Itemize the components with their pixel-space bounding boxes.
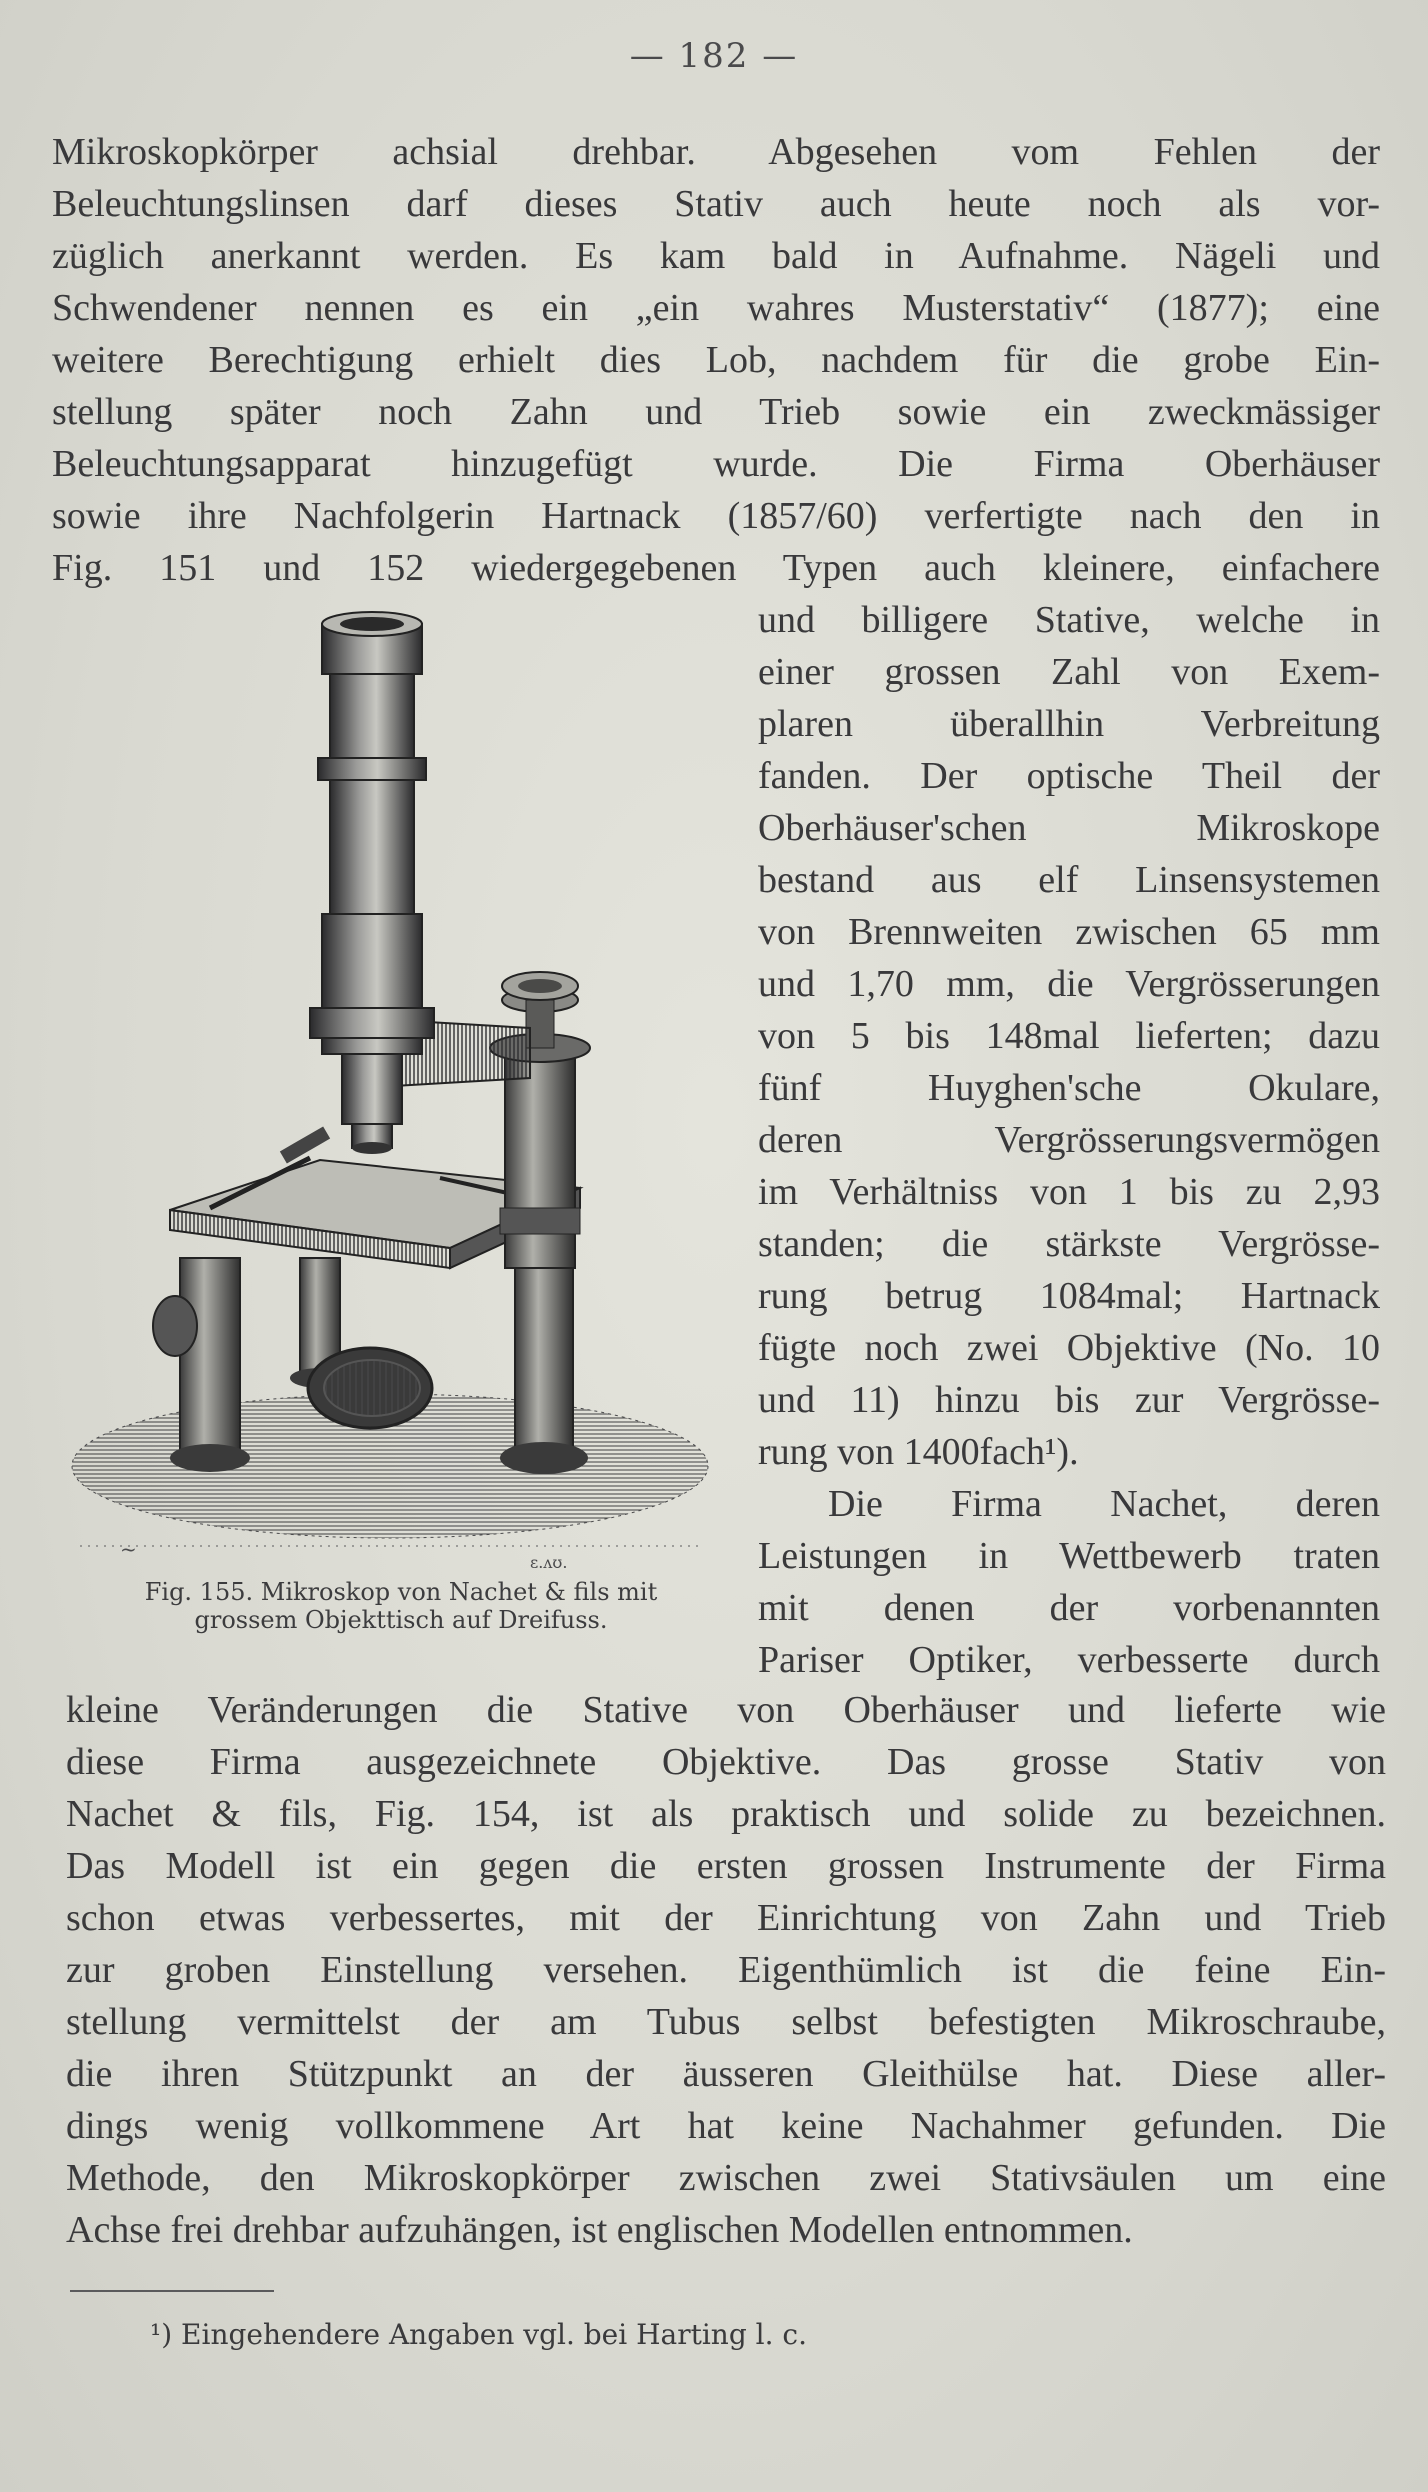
text-line: deren Vergrösserungsvermögen bbox=[758, 1119, 1380, 1161]
text-line: fünf Huyghen'sche Okulare, bbox=[758, 1067, 1380, 1109]
text-line: Leistungen in Wettbewerb traten bbox=[758, 1535, 1380, 1577]
text-line: fügte noch zwei Objektive (No. 10 bbox=[758, 1327, 1380, 1369]
text-line: Schwendener nennen es ein „ein wahres Musterstativ“ (1877); eine bbox=[52, 287, 1380, 329]
footnote-rule bbox=[70, 2290, 274, 2292]
text-line: Das Modell ist ein gegen die ersten grossen Instrumente der Firma bbox=[66, 1845, 1386, 1887]
page-header: — 182 — bbox=[629, 36, 799, 76]
engraver-mark: ɛ.ʌʊ. bbox=[530, 1553, 568, 1568]
text-line: Beleuchtungslinsen darf dieses Stativ auch heute noch als vor- bbox=[52, 183, 1380, 225]
text-line: Die Firma Nachet, deren bbox=[828, 1483, 1380, 1525]
text-line: und 11) hinzu bis zur Vergrösse- bbox=[758, 1379, 1380, 1421]
text-line: Oberhäuser'schen Mikroskope bbox=[758, 807, 1380, 849]
text-line: kleine Veränderungen die Stative von Oberhäuser und lieferte wie bbox=[66, 1689, 1386, 1731]
microscope-illustration bbox=[60, 608, 720, 1568]
text-line: weitere Berechtigung erhielt dies Lob, nachdem für die grobe Ein- bbox=[52, 339, 1380, 381]
caption-line-2: grossem Objekttisch auf Dreifuss. bbox=[194, 1606, 608, 1634]
text-line: Pariser Optiker, verbesserte durch bbox=[758, 1639, 1380, 1681]
text-line: fanden. Der optische Theil der bbox=[758, 755, 1380, 797]
figure-caption bbox=[66, 1578, 736, 1634]
text-line: bestand aus elf Linsensystemen bbox=[758, 859, 1380, 901]
text-line: Mikroskopkörper achsial drehbar. Abgesehen vom Fehlen der bbox=[52, 131, 1380, 173]
text-line: Methode, den Mikroskopkörper zwischen zwei Stativsäulen um eine bbox=[66, 2157, 1386, 2199]
text-line: zur groben Einstellung versehen. Eigenthümlich ist die feine Ein- bbox=[66, 1949, 1386, 1991]
text-line: mit denen der vorbenannten bbox=[758, 1587, 1380, 1629]
text-line: diese Firma ausgezeichnete Objektive. Das grosse Stativ von bbox=[66, 1741, 1386, 1783]
tick-mark: ~ bbox=[120, 1537, 137, 1561]
text-line: plaren überallhin Verbreitung bbox=[758, 703, 1380, 745]
text-line: dings wenig vollkommene Art hat keine Nachahmer gefunden. Die bbox=[66, 2105, 1386, 2147]
text-line: stellung später noch Zahn und Trieb sowie ein zweckmässiger bbox=[52, 391, 1380, 433]
text-line: von 5 bis 148mal lieferten; dazu bbox=[758, 1015, 1380, 1057]
text-line: Beleuchtungsapparat hinzugefügt wurde. Die Firma Oberhäuser bbox=[52, 443, 1380, 485]
text-line: Fig. 151 und 152 wiedergegebenen Typen auch kleinere, einfachere bbox=[52, 547, 1380, 589]
text-line: von Brennweiten zwischen 65 mm bbox=[758, 911, 1380, 953]
text-line: züglich anerkannt werden. Es kam bald in Aufnahme. Nägeli und bbox=[52, 235, 1380, 277]
text-line: einer grossen Zahl von Exem- bbox=[758, 651, 1380, 693]
text-line: sowie ihre Nachfolgerin Hartnack (1857/60) verfertigte nach den in bbox=[52, 495, 1380, 537]
text-line: stellung vermittelst der am Tubus selbst befestigten Mikroschraube, bbox=[66, 2001, 1386, 2043]
text-line: im Verhältniss von 1 bis zu 2,93 bbox=[758, 1171, 1380, 1213]
text-line: standen; die stärkste Vergrösse- bbox=[758, 1223, 1380, 1265]
pillar bbox=[490, 972, 590, 1268]
footnote: ¹) Eingehendere Angaben vgl. bei Harting l. c. bbox=[150, 2318, 808, 2351]
text-line: Nachet & fils, Fig. 154, ist als praktisch und solide zu bezeichnen. bbox=[66, 1793, 1386, 1835]
text-line: rung von 1400fach¹). bbox=[758, 1431, 1079, 1473]
text-line: die ihren Stützpunkt an der äusseren Gleithülse hat. Diese aller- bbox=[66, 2053, 1386, 2095]
caption-line-1: Fig. 155. Mikroskop von Nachet & fils mit bbox=[144, 1578, 658, 1606]
text-line: schon etwas verbessertes, mit der Einrichtung von Zahn und Trieb bbox=[66, 1897, 1386, 1939]
text-line: Achse frei drehbar aufzuhängen, ist englischen Modellen entnommen. bbox=[66, 2209, 1133, 2251]
text-line: und billigere Stative, welche in bbox=[758, 599, 1380, 641]
text-line: und 1,70 mm, die Vergrösserungen bbox=[758, 963, 1380, 1005]
text-line: rung betrug 1084mal; Hartnack bbox=[758, 1275, 1380, 1317]
mirror bbox=[308, 1348, 432, 1428]
